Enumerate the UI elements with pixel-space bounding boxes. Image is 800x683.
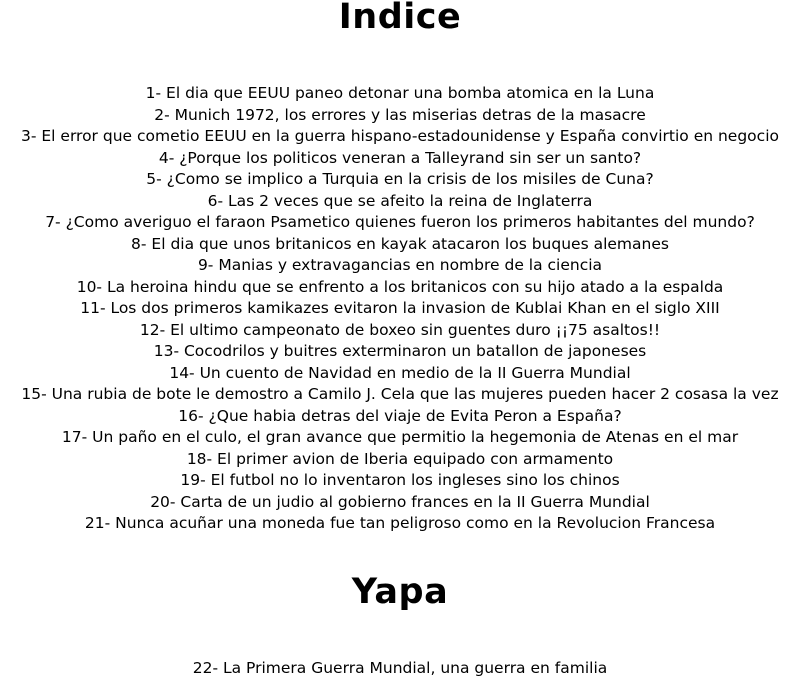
- list-item: 7- ¿Como averiguo el faraon Psametico quienes fueron los primeros habitantes del mundo?: [45, 213, 755, 231]
- list-item: 17- Un paño en el culo, el gran avance que permitio la hegemonia de Atenas en el mar: [61, 428, 739, 446]
- list-item: 14- Un cuento de Navidad en medio de la II Guerra Mundial: [169, 363, 631, 382]
- list-item: 8- El dia que unos britanicos en kayak atacaron los buques alemanes: [131, 234, 669, 253]
- list-item: 18- El primer avion de Iberia equipado con armamento: [186, 449, 614, 468]
- list-item: 4- ¿Porque los politicos veneran a Talleyrand sin ser un santo?: [158, 148, 642, 167]
- list-item: 1- El dia que EEUU paneo detonar una bomba atomica en la Luna: [145, 84, 655, 102]
- list-item: 21- Nunca acuñar una moneda fue tan peligroso como en la Revolucion Francesa: [84, 514, 716, 532]
- list-item: 13- Cocodrilos y buitres exterminaron un batallon de japoneses: [153, 342, 647, 360]
- section-title-yapa: Yapa: [351, 571, 449, 612]
- list-item: 3- El error que cometio EEUU en la guerra hispano-estadounidense y España convirtio en negocio: [21, 127, 779, 145]
- list-item: 10- La heroina hindu que se enfrento a los britanicos con su hijo atado a la espalda: [76, 277, 724, 296]
- list-item: 2- Munich 1972, los errores y las miserias detras de la masacre: [154, 105, 646, 124]
- list-item: 6- Las 2 veces que se afeito la reina de Inglaterra: [207, 191, 593, 210]
- index-entry-list: [0, 83, 800, 535]
- list-item: 5- ¿Como se implico a Turquia en la crisis de los misiles de Cuna?: [146, 170, 654, 188]
- list-item: 20- Carta de un judio al gobierno frances en la II Guerra Mundial: [150, 492, 650, 511]
- list-item: 12- El ultimo campeonato de boxeo sin guentes duro ¡¡75 asaltos!!: [139, 320, 661, 339]
- list-item: 22- La Primera Guerra Mundial, una guerra en familia: [192, 658, 608, 677]
- list-item: 11- Los dos primeros kamikazes evitaron la invasion de Kublai Khan en el siglo XIII: [80, 299, 720, 317]
- list-item: 19- El futbol no lo inventaron los ingleses sino los chinos: [180, 471, 620, 489]
- page-title: Indice: [338, 0, 462, 37]
- list-item: 9- Manias y extravagancias en nombre de la ciencia: [197, 256, 603, 274]
- yapa-entry-list: [0, 658, 800, 680]
- list-item: 16- ¿Que habia detras del viaje de Evita Peron a España?: [178, 406, 622, 425]
- list-item: 15- Una rubia de bote le demostro a Camilo J. Cela que las mujeres pueden hacer 2 cosasa la vez: [21, 385, 779, 403]
